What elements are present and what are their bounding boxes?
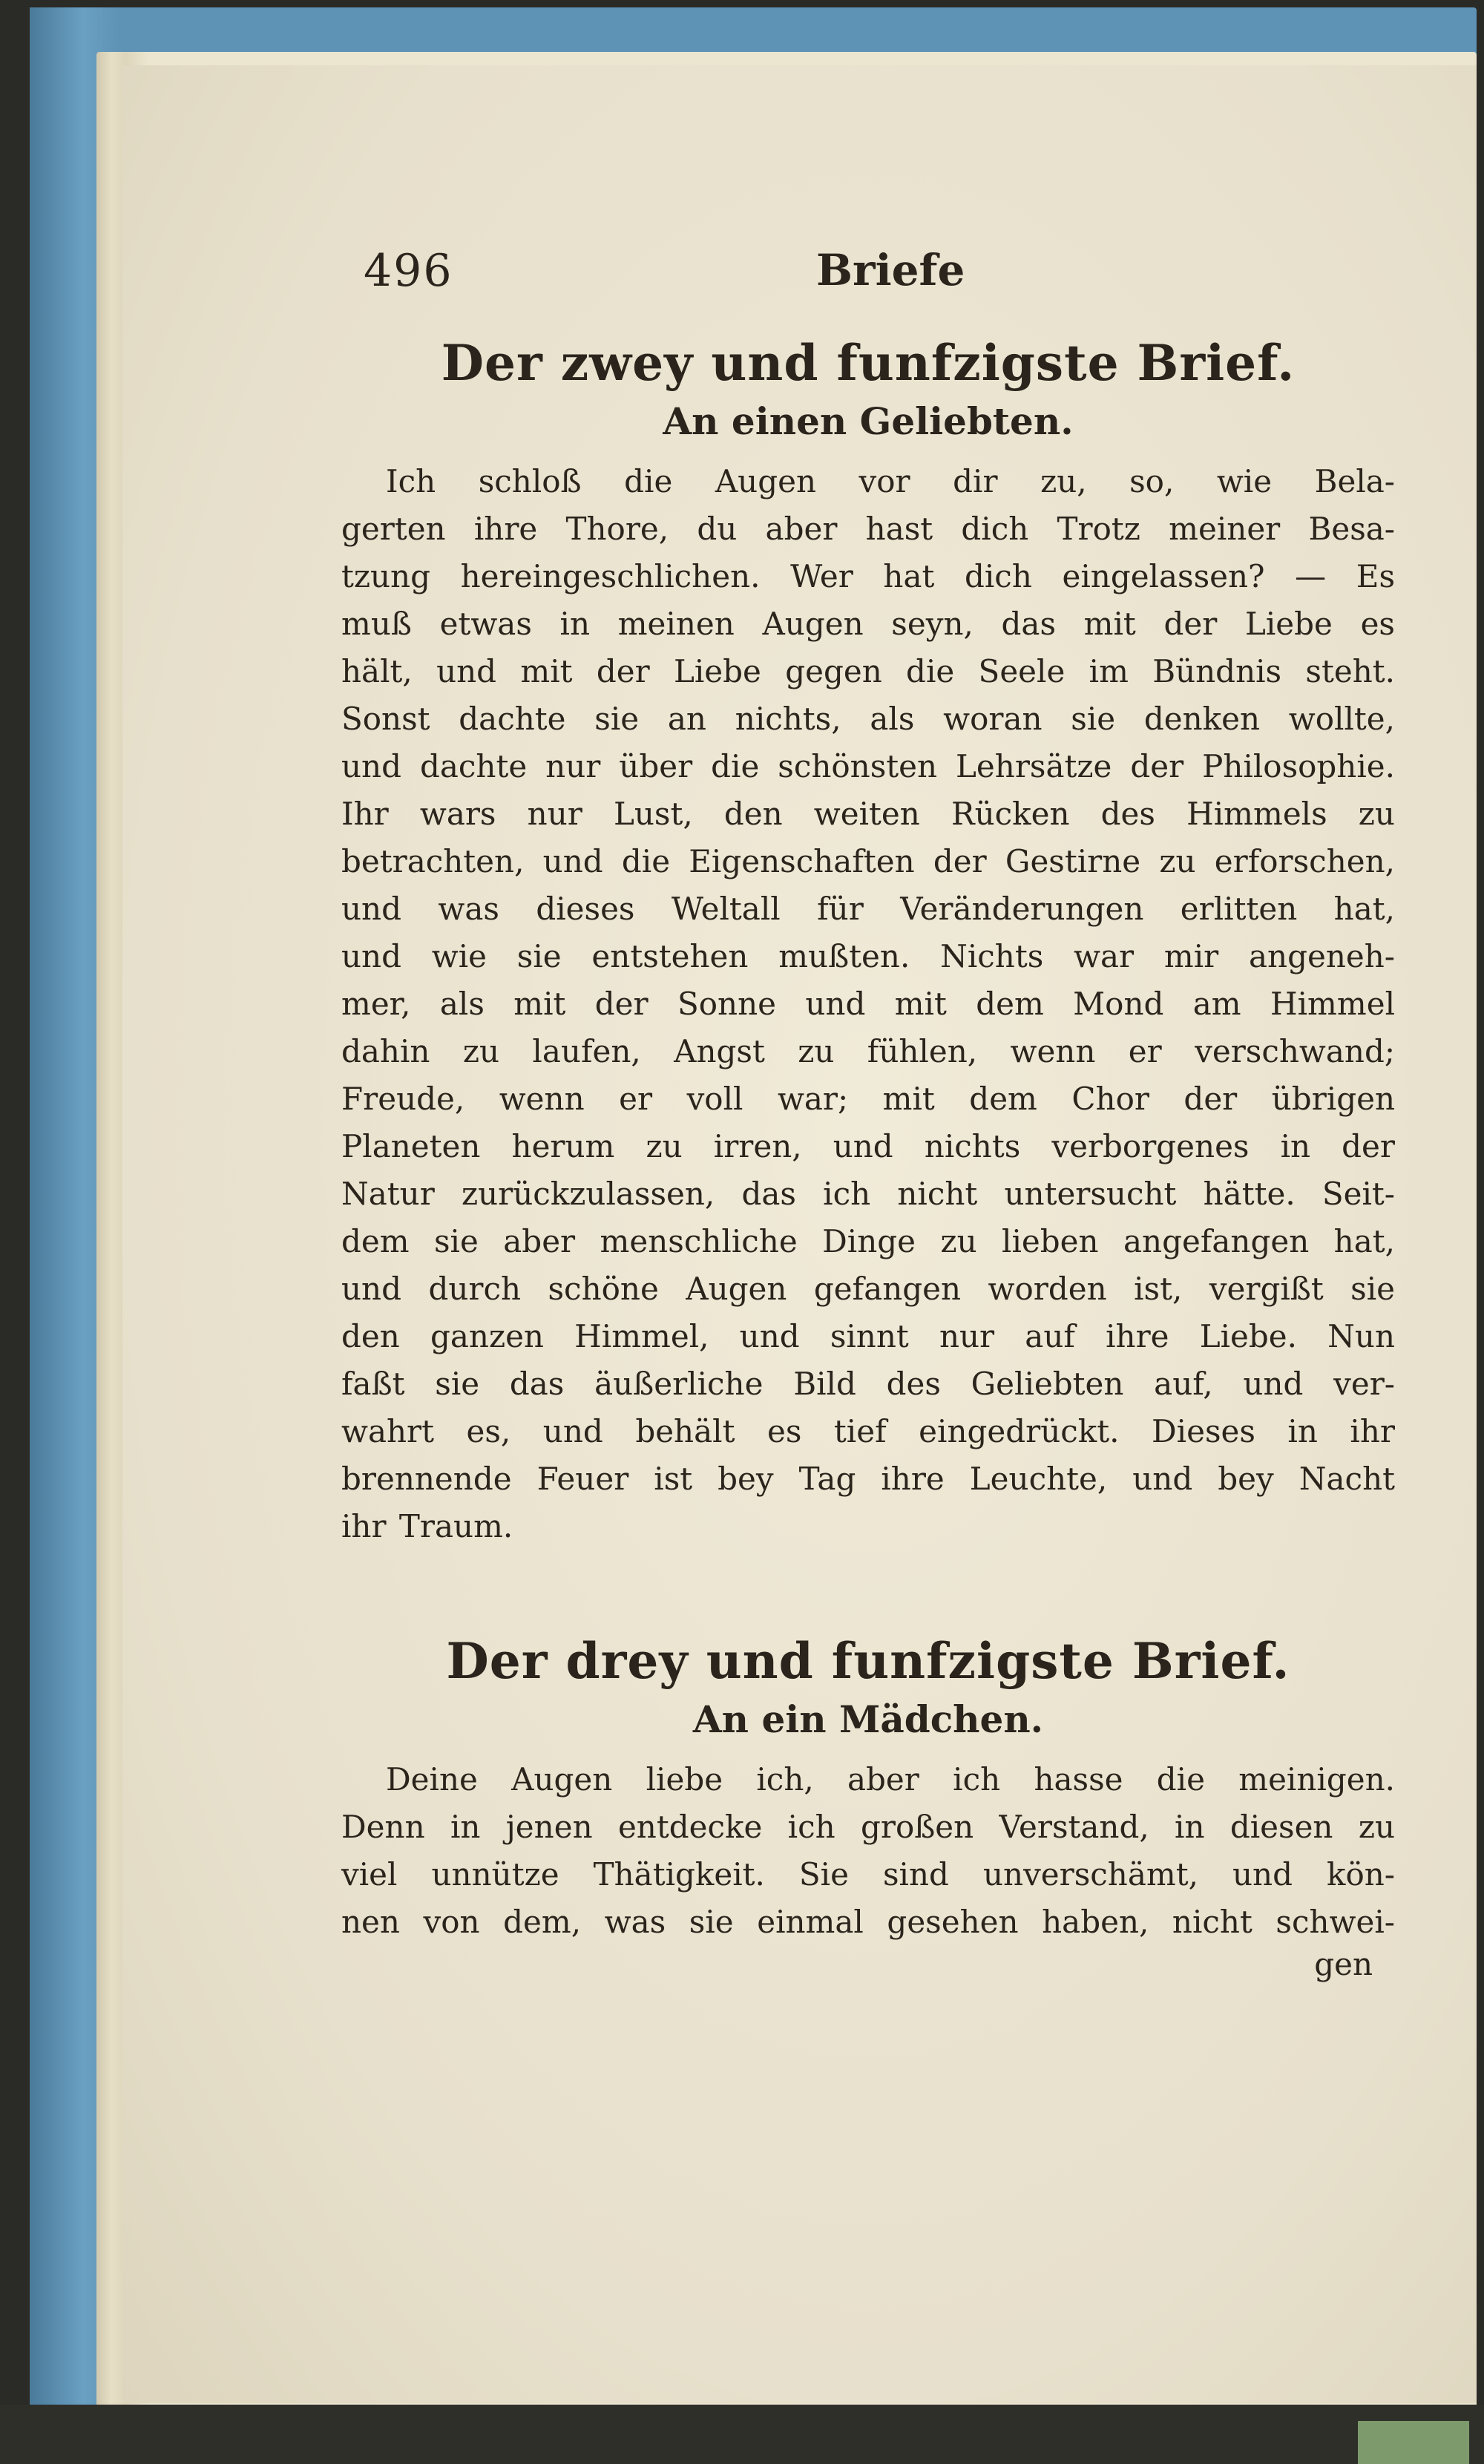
text-line: muß etwas in meinen Augen seyn, das mit der Liebe es [341, 606, 1395, 642]
table-surface [0, 2405, 1484, 2464]
text-line: Ich schloß die Augen vor dir zu, so, wie Bela- [386, 463, 1395, 499]
text-line: gerten ihre Thore, du aber hast dich Trotz meiner Besa- [341, 511, 1395, 547]
text-line: mer, als mit der Sonne und mit dem Mond am Himmel [341, 986, 1395, 1022]
text-line: betrachten, und die Eigenschaften der Gestirne zu erforschen, [341, 843, 1395, 879]
running-title: Briefe [816, 245, 965, 295]
letter-body [341, 458, 1395, 1550]
letter-addressee: An einen Geliebten. [663, 399, 1074, 443]
text-line: und was dieses Weltall für Veränderungen erlitten hat, [341, 891, 1395, 927]
text-line: viel unnütze Thätigkeit. Sie sind unverschämt, und kön- [341, 1856, 1395, 1893]
page-text [341, 245, 1395, 1982]
text-line: dahin zu laufen, Angst zu fühlen, wenn er verschwand; [341, 1033, 1395, 1069]
letter-52 [341, 334, 1395, 1550]
text-line: Sonst dachte sie an nichts, als woran sie denken wollte, [341, 701, 1395, 737]
text-line: ihr Traum. [341, 1508, 513, 1544]
letter-title: Der zwey und funfzigste Brief. [441, 334, 1296, 392]
text-line: nen von dem, was sie einmal gesehen haben, nicht schwei- [341, 1904, 1395, 1940]
text-line: und dachte nur über die schönsten Lehrsätze der Philosophie. [341, 748, 1395, 784]
text-line: Ihr wars nur Lust, den weiten Rücken des Himmels zu [341, 796, 1395, 832]
text-line: hält, und mit der Liebe gegen die Seele im Bündnis steht. [341, 653, 1395, 689]
text-line: Deine Augen liebe ich, aber ich hasse die meinigen. [386, 1761, 1395, 1798]
text-line: brennende Feuer ist bey Tag ihre Leuchte, und bey Nacht [341, 1461, 1395, 1497]
letter-53 [341, 1632, 1395, 1982]
text-line: und wie sie entstehen mußten. Nichts war mir angeneh- [341, 938, 1395, 974]
text-line: Freude, wenn er voll war; mit dem Chor der übrigen [341, 1081, 1395, 1117]
letter-addressee: An ein Mädchen. [692, 1697, 1044, 1741]
text-line: und durch schöne Augen gefangen worden ist, vergißt sie [341, 1271, 1395, 1307]
letter-body [341, 1756, 1395, 1946]
bookmark-ribbon [1358, 2421, 1469, 2464]
text-line: den ganzen Himmel, und sinnt nur auf ihre Liebe. Nun [341, 1318, 1395, 1354]
text-line: wahrt es, und behält es tief eingedrückt. Dieses in ihr [341, 1413, 1395, 1449]
letter-title: Der drey und funfzigste Brief. [446, 1632, 1290, 1690]
text-line: Planeten herum zu irren, und nichts verborgenes in der [341, 1128, 1395, 1164]
text-line: Denn in jenen entdecke ich großen Verstand, in diesen zu [341, 1809, 1395, 1845]
page-number: 496 [364, 245, 453, 297]
text-line: Natur zurückzulassen, das ich nicht untersucht hätte. Seit- [341, 1176, 1395, 1212]
text-line: tzung hereingeschlichen. Wer hat dich eingelassen? — Es [341, 558, 1395, 594]
text-line: dem sie aber menschliche Dinge zu lieben angefangen hat, [341, 1223, 1395, 1259]
running-head [341, 245, 1395, 312]
text-line: faßt sie das äußerliche Bild des Geliebten auf, und ver- [341, 1366, 1395, 1402]
catchword: gen [1314, 1946, 1373, 1982]
